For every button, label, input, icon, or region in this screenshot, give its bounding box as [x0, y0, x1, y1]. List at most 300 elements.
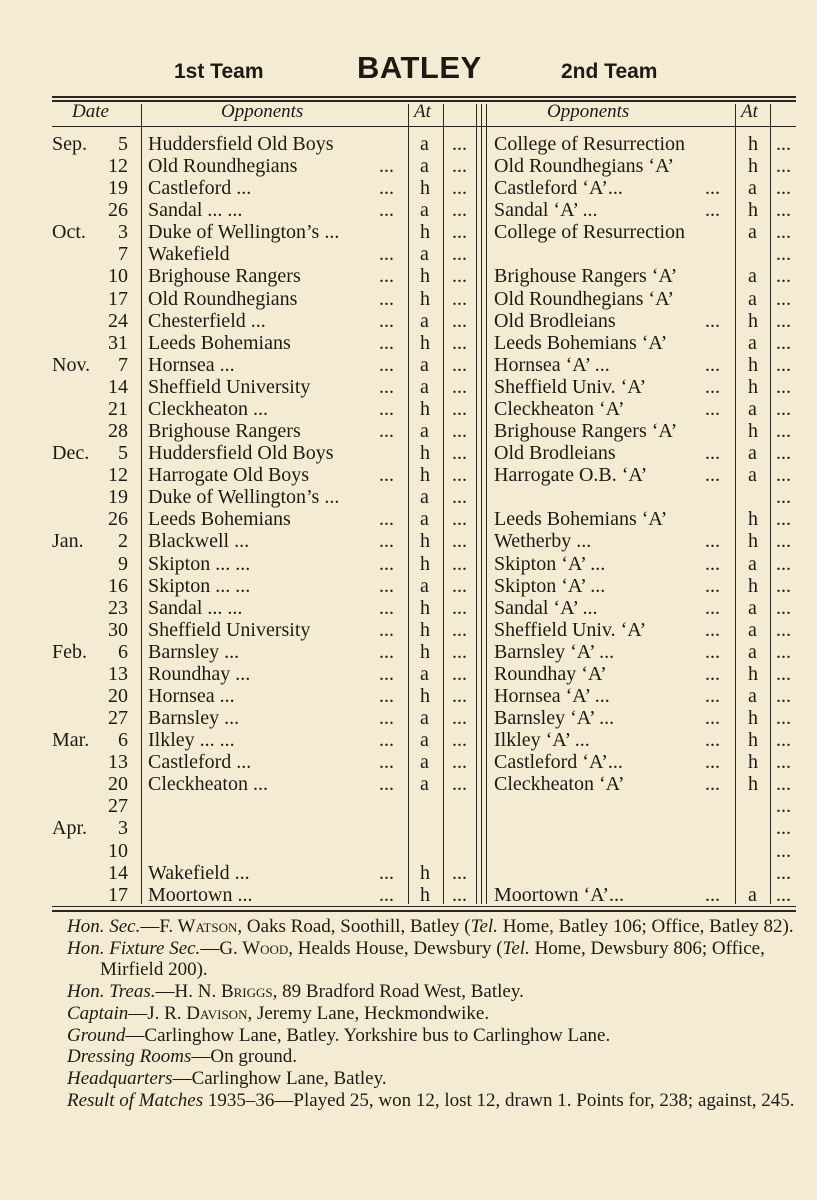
second-team-spacer: ...: [776, 221, 791, 244]
first-team-opponent: Wakefield: [148, 243, 230, 266]
top-rule: [52, 96, 796, 98]
fixture-day: 3: [118, 817, 128, 840]
second-team-opponent: Skipton ‘A’ ...: [494, 574, 606, 597]
fixture-day: 31: [108, 331, 128, 354]
second-team-opponent: Hornsea ‘A’ ...: [494, 685, 610, 707]
first-team-opponent: Moortown ...: [148, 883, 253, 906]
second-team-spacer: ...: [776, 155, 791, 178]
detail-name: F. Watson: [159, 916, 238, 937]
first-team-venue: a: [420, 773, 429, 796]
detail-dash: —: [200, 937, 220, 959]
club-name: BATLEY: [357, 50, 482, 85]
first-team-opponent: Roundhay ...: [148, 662, 251, 685]
first-team-dots: ...: [379, 508, 394, 531]
club-detail-line: [67, 1046, 807, 1068]
date-column-header: Date: [72, 101, 109, 122]
second-team-venue: h: [748, 375, 758, 398]
detail-text-continued: Home, Batley 106; Office, Batley 82).: [497, 916, 794, 937]
first-team-spacer: ...: [452, 133, 467, 155]
first-team-venue: a: [420, 133, 429, 155]
fixture-row: [0, 729, 817, 751]
first-team-venue: h: [420, 640, 430, 663]
first-team-spacer: ...: [452, 574, 467, 597]
first-team-venue: a: [420, 375, 429, 398]
first-team-venue: h: [420, 883, 430, 906]
first-team-spacer: ...: [452, 552, 467, 575]
first-team-opponent: Huddersfield Old Boys: [148, 133, 334, 155]
second-team-spacer: ...: [776, 640, 791, 663]
first-team-spacer: ...: [452, 751, 467, 774]
second-team-opponent: Old Roundhegians ‘A’: [494, 287, 674, 310]
second-team-spacer: ...: [776, 133, 791, 155]
first-team-dots: ...: [379, 287, 394, 310]
fixture-row: [0, 553, 817, 575]
fixture-day: 16: [108, 574, 128, 597]
club-detail-line: [67, 1090, 807, 1112]
first-team-dots: ...: [379, 596, 394, 619]
first-team-spacer: ...: [452, 309, 467, 332]
first-team-spacer: ...: [452, 177, 467, 200]
first-team-spacer: ...: [452, 287, 467, 310]
first-team-spacer: ...: [452, 397, 467, 420]
second-team-opponent: Moortown ‘A’...: [494, 883, 624, 906]
second-team-opponent: Sheffield Univ. ‘A’: [494, 375, 647, 398]
second-team-spacer: ...: [776, 773, 791, 796]
first-team-venue: a: [420, 155, 429, 178]
second-team-spacer: ...: [776, 618, 791, 641]
fixture-day: 6: [118, 729, 128, 752]
first-team-opponent: Skipton ... ...: [148, 574, 251, 597]
first-team-venue: h: [420, 442, 430, 465]
bottom-rule-2: [52, 910, 796, 912]
fixture-row: [0, 332, 817, 354]
first-team-opponent: Old Roundhegians: [148, 287, 298, 310]
fixture-day: 26: [108, 508, 128, 531]
second-team-dots: ...: [705, 729, 720, 752]
fixture-day: 12: [108, 155, 128, 178]
first-team-venue: h: [420, 177, 430, 200]
first-team-opponent: Ilkley ... ...: [148, 729, 235, 752]
detail-label: Ground: [67, 1024, 126, 1046]
first-team-venue: h: [420, 618, 430, 641]
first-team-opponent: Leeds Bohemians: [148, 508, 291, 531]
first-team-dots: ...: [379, 243, 394, 266]
fixture-day: 5: [118, 442, 128, 465]
fixture-row: [0, 288, 817, 310]
second-team-spacer: ...: [776, 309, 791, 332]
second-team-opponent: Old Brodleians: [494, 309, 616, 332]
first-team-opponent: Hornsea ...: [148, 685, 235, 707]
fixture-row: [0, 817, 817, 839]
first-team-venue: h: [420, 596, 430, 619]
first-team-opponent: Blackwell ...: [148, 530, 250, 553]
at-column-header-2: At: [741, 101, 758, 122]
second-team-venue: a: [748, 596, 757, 619]
first-team-venue: h: [420, 221, 430, 244]
first-team-spacer: ...: [452, 442, 467, 465]
first-team-opponent: Cleckheaton ...: [148, 397, 268, 420]
second-team-dots: ...: [705, 552, 720, 575]
first-team-opponent: Brighouse Rangers: [148, 265, 301, 288]
second-team-venue: a: [748, 640, 757, 663]
fixture-day: 13: [108, 751, 128, 774]
second-team-opponent: Barnsley ‘A’ ...: [494, 640, 615, 663]
second-team-opponent: Sandal ‘A’ ...: [494, 199, 598, 222]
fixture-day: 21: [108, 397, 128, 420]
fixture-row: [0, 177, 817, 199]
first-team-spacer: ...: [452, 707, 467, 730]
first-team-venue: a: [420, 243, 429, 266]
opponents-column-header-2: Opponents: [547, 101, 630, 122]
second-team-spacer: ...: [776, 464, 791, 487]
second-team-venue: h: [748, 420, 758, 443]
fixture-month: Nov.: [52, 353, 91, 376]
second-team-dots: ...: [705, 199, 720, 222]
fixture-day: 14: [108, 375, 128, 398]
fixture-row: [0, 685, 817, 707]
second-team-dots: ...: [705, 662, 720, 685]
first-team-spacer: ...: [452, 420, 467, 443]
second-team-venue: h: [748, 133, 758, 155]
fixture-row: [0, 464, 817, 486]
first-team-spacer: ...: [452, 464, 467, 487]
second-team-opponent: Sheffield Univ. ‘A’: [494, 618, 647, 641]
fixture-day: 7: [118, 243, 128, 266]
first-team-venue: h: [420, 685, 430, 707]
second-team-venue: h: [748, 751, 758, 774]
first-team-opponent: Cleckheaton ...: [148, 773, 268, 796]
first-team-spacer: ...: [452, 353, 467, 376]
first-team-opponent: Sandal ... ...: [148, 596, 243, 619]
first-team-opponent: Wakefield ...: [148, 861, 250, 884]
fixture-day: 17: [108, 883, 128, 906]
detail-tel-label: Tel.: [470, 916, 498, 937]
first-team-dots: ...: [379, 552, 394, 575]
second-team-venue: h: [748, 353, 758, 376]
first-team-heading: 1st Team: [174, 60, 264, 83]
second-team-opponent: Old Brodleians: [494, 442, 616, 465]
fixture-month: Sep.: [52, 133, 87, 155]
detail-text-continued: Home, Dewsbury 806; Office, Mirfield 200).: [100, 937, 765, 981]
second-team-spacer: ...: [776, 353, 791, 376]
first-team-opponent: Barnsley ...: [148, 707, 240, 730]
first-team-opponent: Barnsley ...: [148, 640, 240, 663]
fixture-month: Apr.: [52, 817, 87, 840]
detail-label: Hon. Fixture Sec.: [67, 937, 201, 959]
first-team-spacer: ...: [452, 640, 467, 663]
first-team-opponent: Leeds Bohemians: [148, 331, 291, 354]
fixture-row: [0, 773, 817, 795]
second-team-dots: ...: [705, 353, 720, 376]
first-team-venue: a: [420, 662, 429, 685]
first-team-venue: a: [420, 707, 429, 730]
detail-tel-label: Tel.: [502, 937, 530, 959]
first-team-opponent: Castleford ...: [148, 177, 252, 200]
detail-label: Hon. Sec.: [67, 916, 141, 937]
fixture-day: 19: [108, 486, 128, 509]
fixture-month: Dec.: [52, 442, 90, 465]
detail-text: , 89 Bradford Road West, Batley.: [272, 981, 524, 1003]
first-team-venue: h: [420, 287, 430, 310]
fixture-month: Oct.: [52, 221, 86, 244]
club-details: [67, 916, 807, 1111]
fixture-day: 6: [118, 640, 128, 663]
second-team-dots: ...: [705, 596, 720, 619]
second-team-venue: a: [748, 287, 757, 310]
fixture-row: [0, 751, 817, 773]
second-team-opponent: Cleckheaton ‘A’: [494, 397, 625, 420]
first-team-spacer: ...: [452, 265, 467, 288]
bottom-rule: [52, 906, 796, 907]
fixture-row: [0, 243, 817, 265]
first-team-spacer: ...: [452, 662, 467, 685]
fixture-day: 26: [108, 199, 128, 222]
fixture-day: 20: [108, 773, 128, 796]
fixture-day: 27: [108, 707, 128, 730]
first-team-spacer: ...: [452, 375, 467, 398]
first-team-dots: ...: [379, 530, 394, 553]
fixture-row: [0, 398, 817, 420]
club-detail-line: [67, 981, 807, 1003]
second-team-dots: ...: [705, 640, 720, 663]
fixture-day: 19: [108, 177, 128, 200]
first-team-dots: ...: [379, 353, 394, 376]
second-team-opponent: College of Resurrection: [494, 133, 686, 155]
first-team-opponent: Brighouse Rangers: [148, 420, 301, 443]
second-team-venue: h: [748, 155, 758, 178]
second-team-dots: ...: [705, 177, 720, 200]
first-team-dots: ...: [379, 375, 394, 398]
second-team-spacer: ...: [776, 442, 791, 465]
fixture-row: [0, 641, 817, 663]
at-column-header-1: At: [414, 101, 431, 122]
second-team-spacer: ...: [776, 707, 791, 730]
second-team-venue: h: [748, 508, 758, 531]
detail-text: 1935–36—Played 25, won 12, lost 12, drawn 1. Points for, 238; against, 245.: [203, 1089, 795, 1111]
first-team-dots: ...: [379, 773, 394, 796]
second-team-venue: a: [748, 397, 757, 420]
second-team-opponent: Brighouse Rangers ‘A’: [494, 420, 678, 443]
first-team-opponent: Duke of Wellington’s ...: [148, 221, 340, 244]
first-team-dots: ...: [379, 729, 394, 752]
detail-text: Carlinghow Lane, Batley.: [191, 1067, 387, 1089]
first-team-opponent: Hornsea ...: [148, 353, 235, 376]
second-team-dots: ...: [705, 773, 720, 796]
first-team-opponent: Sandal ... ...: [148, 199, 243, 222]
first-team-spacer: ...: [452, 883, 467, 906]
second-team-dots: ...: [705, 574, 720, 597]
second-team-dots: ...: [705, 530, 720, 553]
second-team-venue: a: [748, 442, 757, 465]
second-team-spacer: ...: [776, 420, 791, 443]
first-team-opponent: Old Roundhegians: [148, 155, 298, 178]
club-detail-line: [67, 1025, 807, 1047]
second-team-venue: h: [748, 530, 758, 553]
second-team-heading: 2nd Team: [561, 60, 658, 83]
fixture-day: 24: [108, 309, 128, 332]
first-team-opponent: Harrogate Old Boys: [148, 464, 310, 487]
first-team-dots: ...: [379, 420, 394, 443]
first-team-spacer: ...: [452, 155, 467, 178]
first-team-dots: ...: [379, 618, 394, 641]
second-team-opponent: Castleford ‘A’...: [494, 751, 623, 774]
second-team-venue: h: [748, 729, 758, 752]
fixture-row: [0, 199, 817, 221]
first-team-opponent: Chesterfield ...: [148, 309, 266, 332]
first-team-dots: ...: [379, 397, 394, 420]
detail-text: , Oaks Road, Soothill, Batley (: [237, 916, 471, 937]
second-team-venue: h: [748, 707, 758, 730]
fixture-row: [0, 442, 817, 464]
second-team-dots: ...: [705, 751, 720, 774]
first-team-dots: ...: [379, 155, 394, 178]
fixture-row: [0, 663, 817, 685]
detail-dash: —: [155, 981, 175, 1003]
second-team-opponent: Castleford ‘A’...: [494, 177, 623, 200]
second-team-spacer: ...: [776, 177, 791, 200]
header-underline: [52, 126, 796, 127]
second-team-spacer: ...: [776, 265, 791, 288]
first-team-spacer: ...: [452, 773, 467, 796]
first-team-opponent: Sheffield University: [148, 375, 311, 398]
first-team-opponent: Skipton ... ...: [148, 552, 251, 575]
first-team-venue: a: [420, 353, 429, 376]
first-team-dots: ...: [379, 640, 394, 663]
first-team-dots: ...: [379, 265, 394, 288]
second-team-venue: h: [748, 773, 758, 796]
fixture-row: [0, 597, 817, 619]
fixture-day: 28: [108, 420, 128, 443]
second-team-spacer: ...: [776, 397, 791, 420]
second-team-opponent: Leeds Bohemians ‘A’: [494, 331, 668, 354]
fixture-row: [0, 575, 817, 597]
first-team-venue: h: [420, 331, 430, 354]
second-team-opponent: Barnsley ‘A’ ...: [494, 707, 615, 730]
second-team-venue: a: [748, 552, 757, 575]
second-team-dots: ...: [705, 883, 720, 906]
fixture-day: 7: [118, 353, 128, 376]
second-team-dots: ...: [705, 309, 720, 332]
fixture-day: 5: [118, 133, 128, 155]
detail-label: Captain: [67, 1002, 129, 1024]
second-team-spacer: ...: [776, 287, 791, 310]
first-team-venue: a: [420, 508, 429, 531]
detail-label: Headquarters: [67, 1067, 173, 1089]
fixture-day: 14: [108, 861, 128, 884]
second-team-dots: ...: [705, 618, 720, 641]
fixture-row: [0, 354, 817, 376]
first-team-dots: ...: [379, 751, 394, 774]
fixture-day: 30: [108, 618, 128, 641]
second-team-venue: h: [748, 309, 758, 332]
fixture-row: [0, 862, 817, 884]
fixture-day: 17: [108, 287, 128, 310]
first-team-venue: h: [420, 861, 430, 884]
detail-dash: —: [125, 1024, 145, 1046]
second-team-dots: ...: [705, 707, 720, 730]
club-detail-line: [67, 1068, 807, 1090]
fixture-row: [0, 420, 817, 442]
second-team-dots: ...: [705, 685, 720, 707]
first-team-dots: ...: [379, 685, 394, 707]
second-team-opponent: Sandal ‘A’ ...: [494, 596, 598, 619]
first-team-opponent: Duke of Wellington’s ...: [148, 486, 340, 509]
opponents-column-header-1: Opponents: [221, 101, 304, 122]
second-team-spacer: ...: [776, 795, 791, 818]
fixture-day: 10: [108, 265, 128, 288]
second-team-venue: h: [748, 574, 758, 597]
second-team-venue: h: [748, 662, 758, 685]
second-team-spacer: ...: [776, 839, 791, 862]
second-team-opponent: Skipton ‘A’ ...: [494, 552, 606, 575]
club-detail-line: [67, 916, 807, 938]
fixture-row: [0, 707, 817, 729]
first-team-spacer: ...: [452, 861, 467, 884]
fixture-row: [0, 486, 817, 508]
second-team-spacer: ...: [776, 331, 791, 354]
fixture-day: 2: [118, 530, 128, 553]
first-team-dots: ...: [379, 309, 394, 332]
fixture-day: 10: [108, 839, 128, 862]
detail-text: Carlinghow Lane, Batley. Yorkshire bus to Carlinghow Lane.: [144, 1024, 611, 1046]
fixture-month: Feb.: [52, 640, 87, 663]
fixture-day: 13: [108, 662, 128, 685]
fixture-day: 3: [118, 221, 128, 244]
second-team-spacer: ...: [776, 817, 791, 840]
first-team-venue: h: [420, 552, 430, 575]
second-team-opponent: Hornsea ‘A’ ...: [494, 353, 610, 376]
first-team-spacer: ...: [452, 486, 467, 509]
second-team-spacer: ...: [776, 530, 791, 553]
second-team-venue: a: [748, 331, 757, 354]
first-team-spacer: ...: [452, 508, 467, 531]
fixture-day: 23: [108, 596, 128, 619]
fixture-row: [0, 265, 817, 287]
detail-text: , Jeremy Lane, Heckmondwike.: [247, 1002, 490, 1024]
second-team-spacer: ...: [776, 486, 791, 509]
fixture-month: Mar.: [52, 729, 90, 752]
first-team-dots: ...: [379, 177, 394, 200]
second-team-dots: ...: [705, 397, 720, 420]
fixture-row: [0, 221, 817, 243]
second-team-spacer: ...: [776, 596, 791, 619]
second-team-dots: ...: [705, 375, 720, 398]
first-team-venue: h: [420, 464, 430, 487]
second-team-spacer: ...: [776, 751, 791, 774]
detail-label: Dressing Rooms: [67, 1046, 192, 1068]
second-team-spacer: ...: [776, 552, 791, 575]
second-team-venue: a: [748, 177, 757, 200]
second-team-dots: ...: [705, 442, 720, 465]
first-team-venue: h: [420, 397, 430, 420]
second-team-spacer: ...: [776, 662, 791, 685]
detail-name: J. R. Davison: [147, 1002, 248, 1024]
detail-dash: —: [191, 1046, 211, 1068]
second-team-dots: ...: [705, 464, 720, 487]
second-team-venue: h: [748, 199, 758, 222]
second-team-opponent: Roundhay ‘A’: [494, 662, 607, 685]
second-team-venue: a: [748, 221, 757, 244]
second-team-spacer: ...: [776, 883, 791, 906]
first-team-venue: a: [420, 420, 429, 443]
second-team-venue: a: [748, 265, 757, 288]
first-team-spacer: ...: [452, 243, 467, 266]
first-team-dots: ...: [379, 707, 394, 730]
detail-text: , Healds House, Dewsbury (: [288, 937, 503, 959]
second-team-opponent: Cleckheaton ‘A’: [494, 773, 625, 796]
first-team-venue: a: [420, 199, 429, 222]
second-team-spacer: ...: [776, 508, 791, 531]
